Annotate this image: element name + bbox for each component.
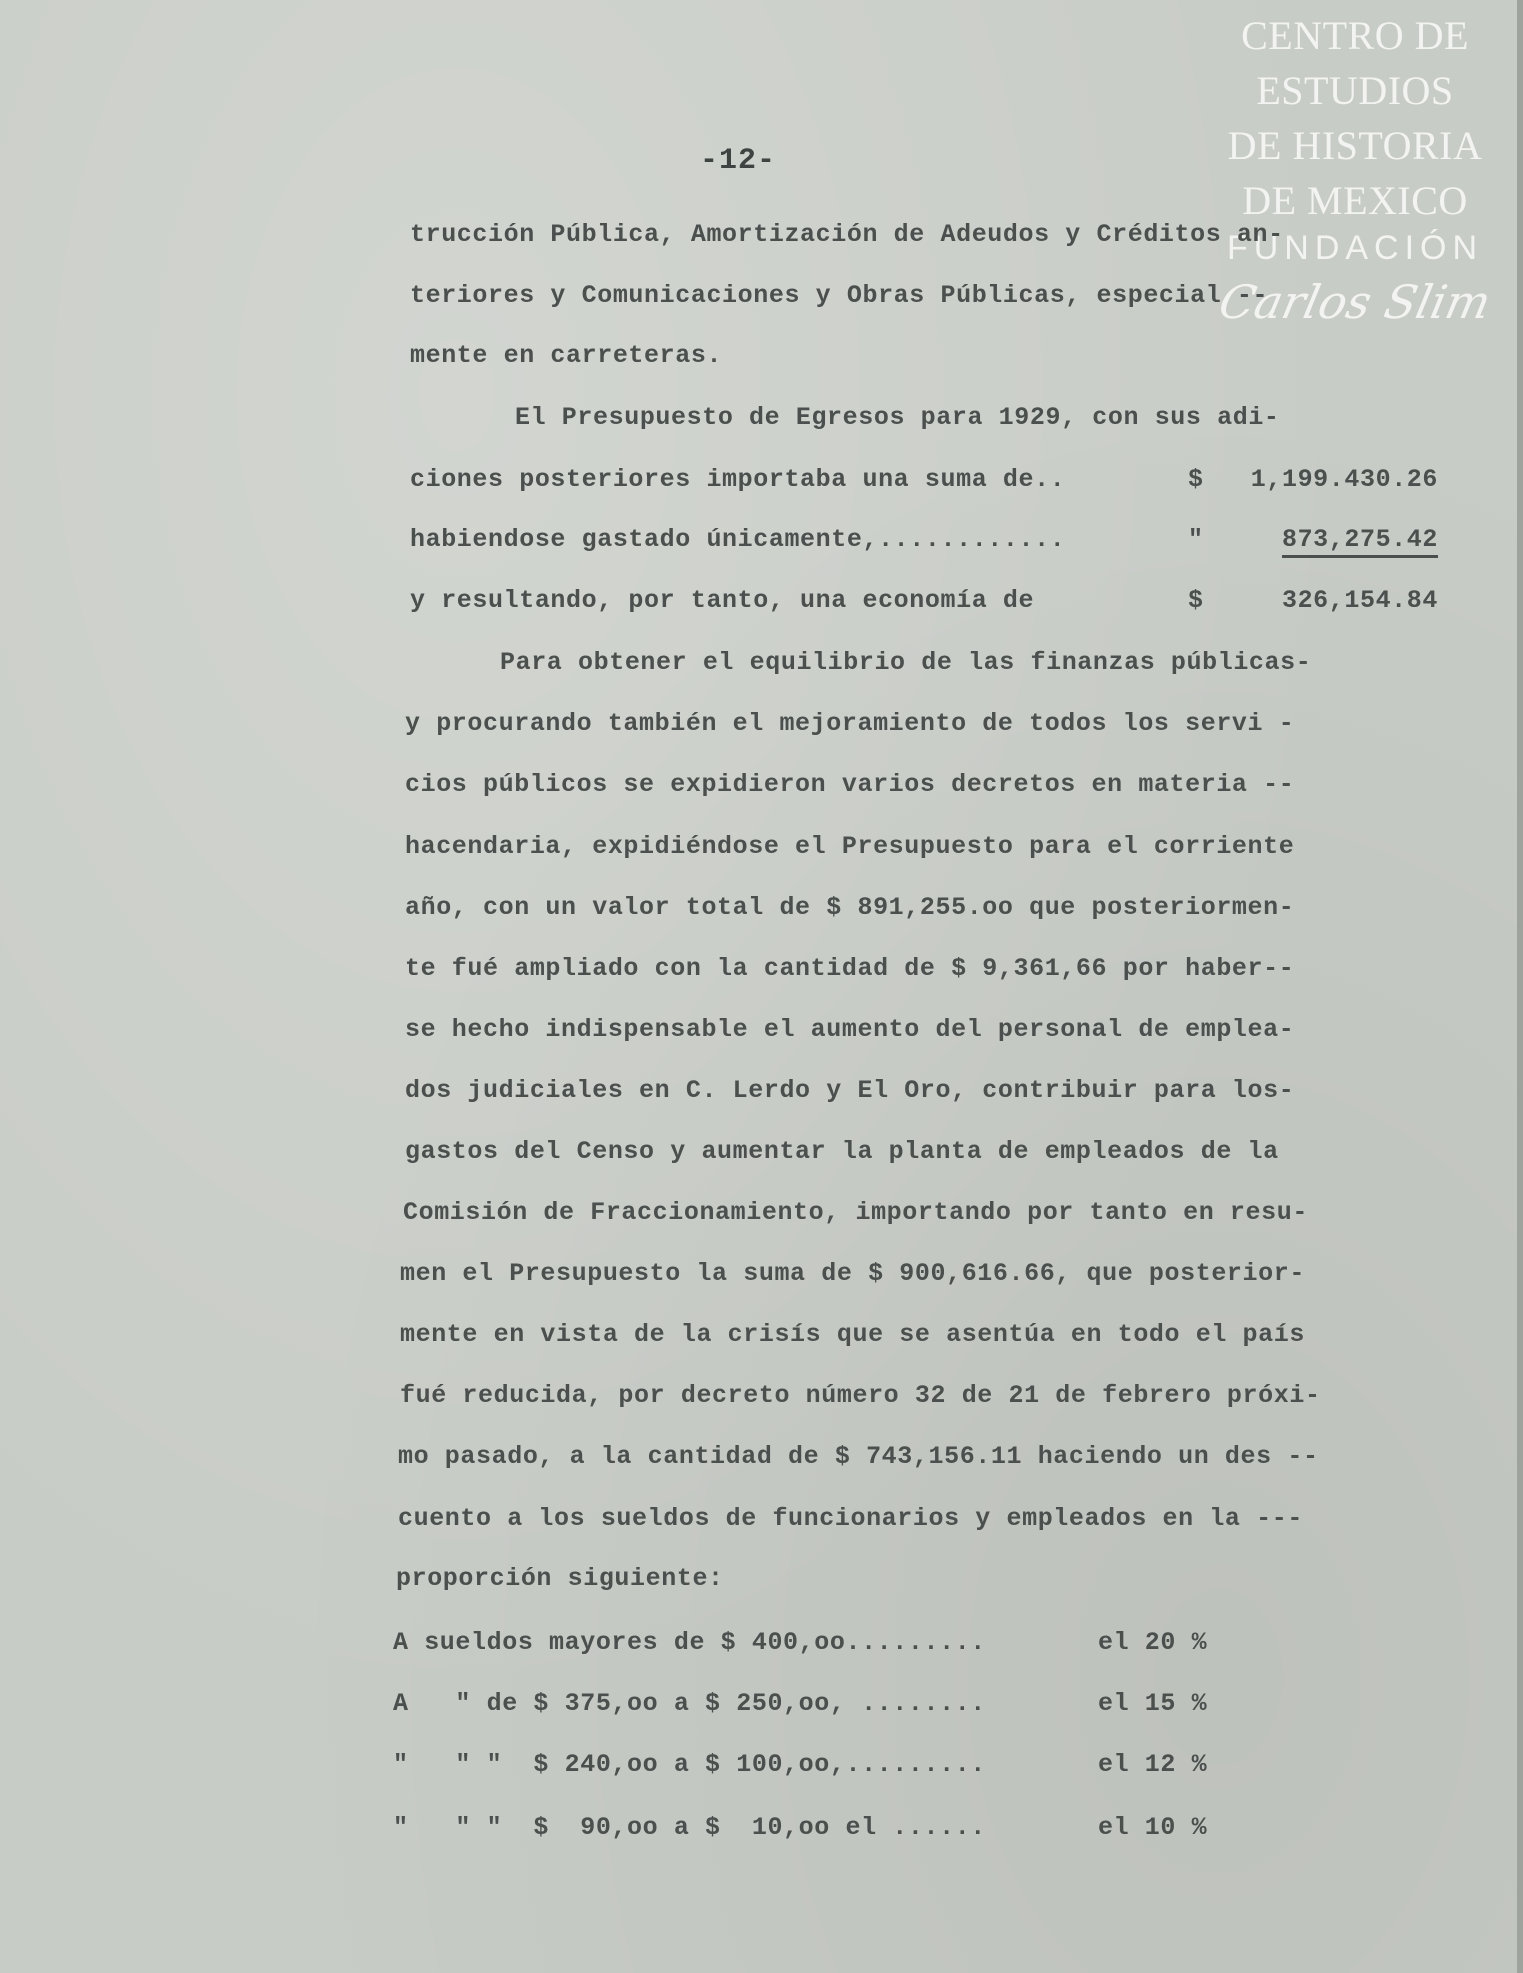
text-line: El Presupuesto de Egresos para 1929, con sus adi-: [515, 403, 1280, 432]
watermark-foundation: FUNDACIÓN: [1226, 229, 1484, 267]
text-line: Comisión de Fraccionamiento, importando por tanto en resu-: [403, 1198, 1308, 1227]
discount-range: " " " $ 240,oo a $ 100,oo,.........: [393, 1750, 986, 1779]
budget-row-amount: 326,154.84: [1281, 586, 1438, 615]
page-number: -12-: [700, 144, 777, 178]
text-line: men el Presupuesto la suma de $ 900,616.66, que posterior-: [400, 1259, 1305, 1288]
budget-row-amount: 1,199.430.26: [1250, 465, 1438, 494]
budget-row-currency: $: [1188, 586, 1204, 615]
text-line: fué reducida, por decreto número 32 de 21 de febrero próxi-: [400, 1381, 1321, 1410]
watermark-line-2: ESTUDIOS: [1256, 68, 1454, 113]
text-line: dos judiciales en C. Lerdo y El Oro, contribuir para los-: [405, 1076, 1295, 1105]
text-line: y procurando también el mejoramiento de todos los servi -: [405, 709, 1295, 738]
budget-row-label: y resultando, por tanto, una economía de: [410, 586, 1035, 615]
text-line: mente en vista de la crisís que se asentúa en todo el país: [400, 1320, 1305, 1349]
watermark-line-3: DE HISTORIA: [1227, 123, 1483, 168]
budget-row-label: ciones posteriores importaba una suma de..: [410, 465, 1066, 494]
text-line: cuento a los sueldos de funcionarios y empleados en la ---: [398, 1504, 1303, 1533]
budget-row-amount: [1230, 524, 1438, 556]
watermark-signature: Carlos Slim: [1214, 275, 1496, 329]
discount-rate: el 15 %: [1098, 1689, 1208, 1718]
text-line: proporción siguiente:: [396, 1564, 724, 1593]
discount-range: A " de $ 375,oo a $ 250,oo, ........: [393, 1689, 986, 1718]
underlined-amount: 873,275.42: [1282, 525, 1438, 558]
page-edge: [1517, 0, 1523, 1973]
text-line: te fué ampliado con la cantidad de $ 9,361,66 por haber--: [405, 954, 1295, 983]
text-line: trucción Pública, Amortización de Adeudos y Créditos an-: [410, 220, 1284, 249]
text-line: mente en carreteras.: [410, 341, 723, 370]
budget-row-currency: ": [1188, 525, 1204, 554]
discount-rate: el 10 %: [1098, 1813, 1208, 1842]
budget-row-currency: $: [1188, 465, 1204, 494]
text-line: hacendaria, expidiéndose el Presupuesto para el corriente: [405, 832, 1295, 861]
text-line: mo pasado, a la cantidad de $ 743,156.11 haciendo un des --: [398, 1442, 1319, 1471]
discount-rate: el 12 %: [1098, 1750, 1208, 1779]
text-line: año, con un valor total de $ 891,255.oo que posteriormen-: [405, 893, 1295, 922]
watermark-line-1: CENTRO DE: [1241, 13, 1469, 58]
discount-range: A sueldos mayores de $ 400,oo.........: [393, 1628, 986, 1657]
discount-range: " " " $ 90,oo a $ 10,oo el ......: [393, 1813, 986, 1842]
text-line: teriores y Comunicaciones y Obras Públicas, especial --: [410, 281, 1269, 310]
text-line: Para obtener el equilibrio de las finanzas públicas-: [500, 648, 1312, 677]
discount-rate: el 20 %: [1098, 1628, 1208, 1657]
budget-row-label: habiendose gastado únicamente,............: [410, 525, 1066, 554]
text-line: gastos del Censo y aumentar la planta de empleados de la: [405, 1137, 1279, 1166]
text-line: cios públicos se expidieron varios decretos en materia --: [405, 770, 1295, 799]
watermark-line-4: DE MEXICO: [1242, 178, 1468, 223]
text-line: se hecho indispensable el aumento del personal de emplea-: [405, 1015, 1295, 1044]
